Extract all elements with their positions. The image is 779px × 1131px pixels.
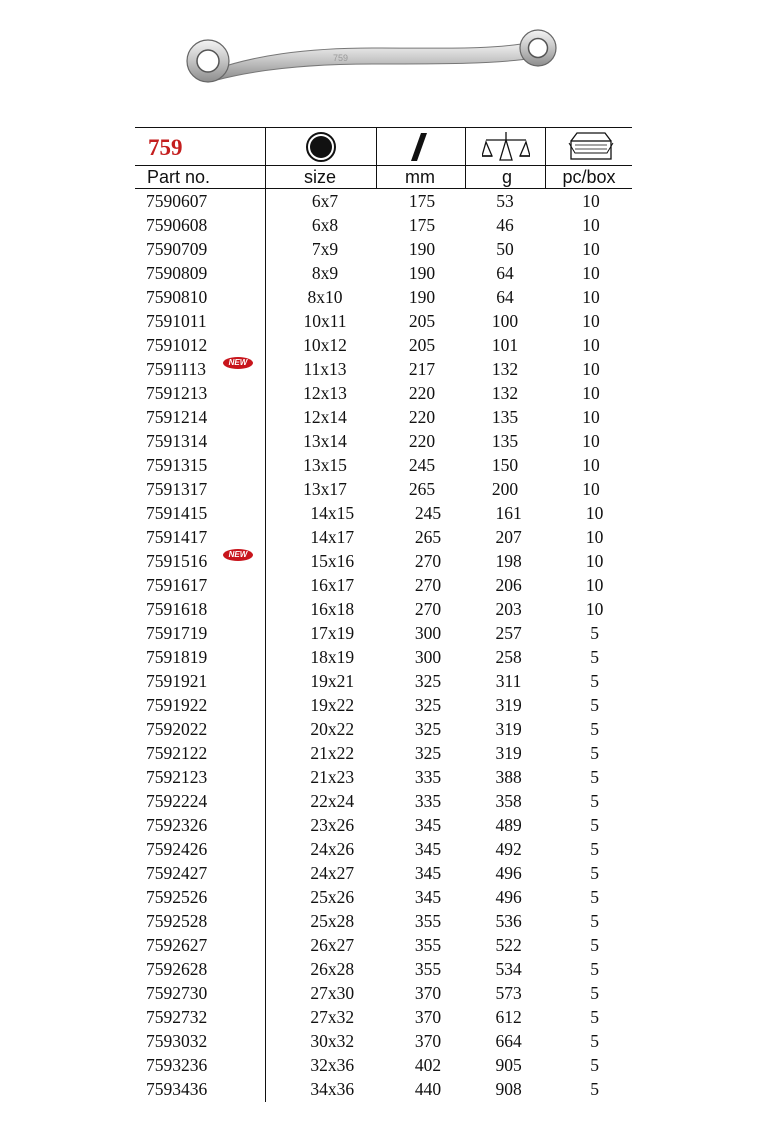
weight-cell: 100: [491, 311, 519, 331]
weight-cell: 101: [491, 335, 519, 355]
table-row: [135, 525, 632, 549]
table-row: [135, 765, 632, 789]
table-row: [135, 381, 632, 405]
part-number-cell: 7592528: [146, 911, 208, 931]
part-number-cell: 7593236: [146, 1055, 208, 1075]
weight-cell: 50: [496, 239, 514, 259]
part-number-cell: 7592526: [146, 887, 208, 907]
table-row: [135, 213, 632, 237]
table-row: [135, 1029, 632, 1053]
part-number-cell: 7593436: [146, 1079, 208, 1099]
size-cell: 13x17: [303, 479, 347, 499]
size-cell: 14x17: [310, 527, 355, 547]
length-cell: 217: [408, 359, 436, 379]
weight-cell: 536: [495, 911, 522, 931]
weight-cell: 388: [495, 767, 522, 787]
length-cell: 345: [414, 839, 442, 859]
pcs-per-box-cell: 5: [590, 863, 599, 883]
table-header: [135, 127, 632, 189]
weight-cell: 522: [495, 935, 522, 955]
pcs-per-box-cell: 10: [585, 575, 604, 595]
size-cell: 32x36: [310, 1055, 355, 1075]
size-cell: 12x13: [303, 383, 347, 403]
table-row: [135, 885, 632, 909]
size-cell: 30x32: [310, 1031, 355, 1051]
length-cell: 270: [414, 599, 442, 619]
size-cell: 10x11: [303, 311, 347, 331]
weight-cell: 492: [495, 839, 522, 859]
part-number-cell: 7591921: [146, 671, 208, 691]
pcs-per-box-cell: 10: [582, 407, 600, 427]
table-row: [135, 957, 632, 981]
weight-cell: 207: [495, 527, 522, 547]
length-cell: 245: [414, 503, 442, 523]
table-row: [135, 693, 632, 717]
pcs-per-box-cell: 10: [585, 503, 604, 523]
table-row: [135, 261, 632, 285]
pcs-per-box-cell: 5: [590, 815, 599, 835]
pcs-per-box-cell: 5: [590, 743, 599, 763]
size-cell: 18x19: [310, 647, 355, 667]
pcs-per-box-cell: 5: [590, 983, 599, 1003]
table-row: [135, 1077, 632, 1101]
length-cell: 205: [408, 335, 436, 355]
length-cell: 265: [408, 479, 436, 499]
part-number-cell: 7591315: [146, 455, 208, 475]
pcs-per-box-cell: 5: [590, 1055, 599, 1075]
pcs-per-box-cell: 5: [590, 671, 599, 691]
part-number-cell: 7592022: [146, 719, 208, 739]
size-cell: 7x9: [311, 239, 339, 259]
weight-cell: 496: [495, 863, 522, 883]
weight-cell: 612: [495, 1007, 522, 1027]
length-cell: 370: [414, 1007, 442, 1027]
weight-cell: 53: [496, 191, 514, 211]
pcs-per-box-cell: 10: [582, 239, 600, 259]
size-cell: 19x21: [310, 671, 355, 691]
pcs-per-box-cell: 5: [590, 647, 599, 667]
length-cell: 440: [414, 1079, 442, 1099]
size-cell: 19x22: [310, 695, 355, 715]
length-cell: 370: [414, 983, 442, 1003]
col-header-pcbox: pc/box: [562, 167, 616, 187]
part-number-cell: 7592627: [146, 935, 208, 955]
length-cell: 265: [414, 527, 442, 547]
length-cell: 220: [408, 407, 436, 427]
size-cell: 22x24: [310, 791, 355, 811]
length-cell: 220: [408, 431, 436, 451]
length-cell: 325: [414, 719, 442, 739]
pcs-per-box-cell: 5: [590, 695, 599, 715]
pcs-per-box-cell: 10: [582, 287, 600, 307]
table-row: [135, 237, 632, 261]
part-number-cell: 7591214: [146, 407, 208, 427]
table-row: [135, 477, 632, 501]
weight-cell: 200: [491, 479, 519, 499]
pcs-per-box-cell: 10: [585, 599, 604, 619]
column-divider: [545, 127, 546, 189]
table-row: [135, 645, 632, 669]
part-number-cell: 7591317: [146, 479, 208, 499]
pcs-per-box-cell: 10: [582, 431, 600, 451]
pcs-per-box-cell: 5: [590, 1007, 599, 1027]
length-cell: 300: [414, 647, 442, 667]
part-number-cell: 7592224: [146, 791, 208, 811]
col-header-size: size: [303, 167, 336, 187]
pcs-per-box-cell: 5: [590, 887, 599, 907]
part-number-cell: 7591417: [146, 527, 208, 547]
header-mid-rule: [135, 165, 632, 166]
table-row: [135, 333, 632, 357]
part-number-cell: 7592732: [146, 1007, 208, 1027]
weight-cell: 206: [495, 575, 522, 595]
size-cell: 27x30: [310, 983, 355, 1003]
series-number: 759: [148, 135, 183, 160]
table-row: [135, 789, 632, 813]
size-cell: 27x32: [310, 1007, 355, 1027]
header-top-rule: [135, 127, 632, 128]
product-table: [135, 127, 632, 1101]
size-cell: 8x10: [307, 287, 343, 307]
table-row: [135, 933, 632, 957]
weight-cell: 534: [495, 959, 522, 979]
part-number-cell: 7591618: [146, 599, 208, 619]
length-cell: 245: [408, 455, 436, 475]
size-cell: 34x36: [310, 1079, 355, 1099]
size-cell: 20x22: [310, 719, 355, 739]
weight-cell: 496: [495, 887, 522, 907]
part-number-cell: 7592426: [146, 839, 208, 859]
pcs-per-box-cell: 5: [590, 935, 599, 955]
pcs-per-box-cell: 10: [582, 263, 600, 283]
pcs-per-box-cell: 5: [590, 911, 599, 931]
length-cell: 175: [408, 191, 436, 211]
size-cell: 15x16: [310, 551, 355, 571]
size-cell: 17x19: [310, 623, 355, 643]
box-icon: [567, 129, 615, 163]
length-cell: 355: [414, 911, 442, 931]
length-icon: [407, 131, 431, 163]
new-badge: NEW: [223, 357, 253, 369]
part-number-cell: 7590607: [146, 191, 208, 211]
pcs-per-box-cell: 10: [582, 191, 600, 211]
length-cell: 325: [414, 695, 442, 715]
table-row: [135, 285, 632, 309]
part-number-cell: 7590709: [146, 239, 208, 259]
part-number-cell: 7591011: [146, 311, 207, 331]
size-cell: 21x22: [310, 743, 355, 763]
length-cell: 355: [414, 935, 442, 955]
table-row: [135, 573, 632, 597]
size-cell: 11x13: [303, 359, 347, 379]
table-row: [135, 429, 632, 453]
table-row: [135, 1005, 632, 1029]
table-body: [135, 189, 632, 1101]
part-number-cell: 7592427: [146, 863, 208, 883]
table-row: [135, 717, 632, 741]
length-cell: 190: [408, 239, 436, 259]
size-cell: 13x15: [303, 455, 347, 475]
part-number-cell: 7591617: [146, 575, 208, 595]
size-cell: 14x15: [310, 503, 355, 523]
length-cell: 325: [414, 743, 442, 763]
part-number-cell: 7591719: [146, 623, 208, 643]
length-cell: 335: [414, 767, 442, 787]
weight-cell: 64: [496, 263, 514, 283]
weight-cell: 132: [491, 359, 519, 379]
weight-cell: 311: [495, 671, 522, 691]
weight-cell: 573: [495, 983, 522, 1003]
weight-cell: 132: [491, 383, 519, 403]
length-cell: 175: [408, 215, 436, 235]
length-cell: 402: [414, 1055, 442, 1075]
length-cell: 345: [414, 815, 442, 835]
weight-cell: 64: [496, 287, 514, 307]
size-cell: 6x7: [311, 191, 339, 211]
part-number-cell: 7592326: [146, 815, 208, 835]
pcs-per-box-cell: 5: [590, 791, 599, 811]
length-cell: 345: [414, 863, 442, 883]
weight-cell: 664: [495, 1031, 522, 1051]
size-cell: 16x18: [310, 599, 355, 619]
part-number-cell: 7590608: [146, 215, 208, 235]
size-cell: 21x23: [310, 767, 355, 787]
pcs-per-box-cell: 10: [582, 479, 600, 499]
pcs-per-box-cell: 5: [590, 839, 599, 859]
pcs-per-box-cell: 5: [590, 767, 599, 787]
weight-cell: 257: [495, 623, 522, 643]
length-cell: 355: [414, 959, 442, 979]
weight-cell: 46: [496, 215, 514, 235]
weight-cell: 150: [491, 455, 519, 475]
pcs-per-box-cell: 5: [590, 959, 599, 979]
table-row: [135, 909, 632, 933]
part-number-cell: 7591922: [146, 695, 208, 715]
length-cell: 190: [408, 263, 436, 283]
size-cell: 16x17: [310, 575, 355, 595]
column-divider: [376, 127, 377, 189]
size-cell: 26x28: [310, 959, 355, 979]
size-cell: 26x27: [310, 935, 355, 955]
weight-cell: 135: [491, 407, 519, 427]
weight-cell: 358: [495, 791, 522, 811]
weight-cell: 489: [495, 815, 522, 835]
pcs-per-box-cell: 5: [590, 1031, 599, 1051]
length-cell: 270: [414, 575, 442, 595]
weight-cell: 258: [495, 647, 522, 667]
size-cell: 25x28: [310, 911, 355, 931]
part-number-cell: 7590810: [146, 287, 208, 307]
size-cell: 24x26: [310, 839, 355, 859]
table-row: [135, 189, 632, 213]
weight-cell: 905: [495, 1055, 522, 1075]
col-header-g: g: [501, 167, 512, 187]
table-row: [135, 1053, 632, 1077]
length-cell: 205: [408, 311, 436, 331]
size-cell: 13x14: [303, 431, 347, 451]
weight-cell: 319: [495, 719, 522, 739]
weight-cell: 319: [495, 743, 522, 763]
part-number-cell: 7591314: [146, 431, 208, 451]
pcs-per-box-cell: 10: [582, 215, 600, 235]
column-divider: [465, 127, 466, 189]
pcs-per-box-cell: 10: [585, 551, 604, 571]
pcs-per-box-cell: 10: [582, 455, 600, 475]
size-cell: 12x14: [303, 407, 347, 427]
part-number-cell: 7591213: [146, 383, 208, 403]
pcs-per-box-cell: 5: [590, 1079, 599, 1099]
part-number-cell: 7591012: [146, 335, 208, 355]
weight-cell: 319: [495, 695, 522, 715]
pcs-per-box-cell: 10: [582, 383, 600, 403]
table-row: [135, 405, 632, 429]
col-header-part: Part no.: [147, 167, 211, 187]
part-number-cell: 7592730: [146, 983, 208, 1003]
size-cell: 24x27: [310, 863, 355, 883]
wrench-engraving: 759: [333, 53, 349, 63]
part-number-cell: 7591516: [146, 551, 208, 571]
part-number-cell: 7591415: [146, 503, 208, 523]
length-cell: 190: [408, 287, 436, 307]
table-row: [135, 669, 632, 693]
length-cell: 370: [414, 1031, 442, 1051]
part-number-cell: 7591113: [146, 359, 206, 379]
size-cell: 10x12: [303, 335, 347, 355]
weight-cell: 203: [495, 599, 522, 619]
table-row: [135, 861, 632, 885]
pcs-per-box-cell: 10: [585, 527, 604, 547]
pcs-per-box-cell: 10: [582, 335, 600, 355]
table-row: [135, 621, 632, 645]
part-number-cell: 7592122: [146, 743, 208, 763]
wrench-image: [183, 28, 563, 98]
pcs-per-box-cell: 10: [582, 359, 600, 379]
part-number-cell: 7592628: [146, 959, 208, 979]
table-row: [135, 501, 632, 525]
size-cell: 23x26: [310, 815, 355, 835]
table-row: [135, 813, 632, 837]
length-cell: 325: [414, 671, 442, 691]
length-cell: 335: [414, 791, 442, 811]
table-row: [135, 597, 632, 621]
size-cell: 8x9: [311, 263, 339, 283]
table-row: [135, 309, 632, 333]
table-row: [135, 453, 632, 477]
col-header-mm: mm: [405, 167, 435, 187]
pcs-per-box-cell: 10: [582, 311, 600, 331]
new-badge: NEW: [223, 549, 253, 561]
length-cell: 270: [414, 551, 442, 571]
length-cell: 220: [408, 383, 436, 403]
table-row: [135, 357, 632, 381]
length-cell: 300: [414, 623, 442, 643]
pcs-per-box-cell: 5: [590, 623, 599, 643]
table-row: [135, 837, 632, 861]
length-cell: 345: [414, 887, 442, 907]
table-row: [135, 549, 632, 573]
scale-icon: [482, 130, 530, 164]
table-row: [135, 741, 632, 765]
weight-cell: 135: [491, 431, 519, 451]
table-row: [135, 981, 632, 1005]
part-number-cell: 7590809: [146, 263, 208, 283]
pcs-per-box-cell: 5: [590, 719, 599, 739]
part-number-cell: 7592123: [146, 767, 208, 787]
part-number-cell: 7593032: [146, 1031, 208, 1051]
weight-cell: 198: [495, 551, 522, 571]
size-cell: 6x8: [311, 215, 339, 235]
hex-ring-icon: [303, 131, 339, 163]
part-number-cell: 7591819: [146, 647, 208, 667]
weight-cell: 908: [495, 1079, 522, 1099]
weight-cell: 161: [495, 503, 522, 523]
size-cell: 25x26: [310, 887, 355, 907]
